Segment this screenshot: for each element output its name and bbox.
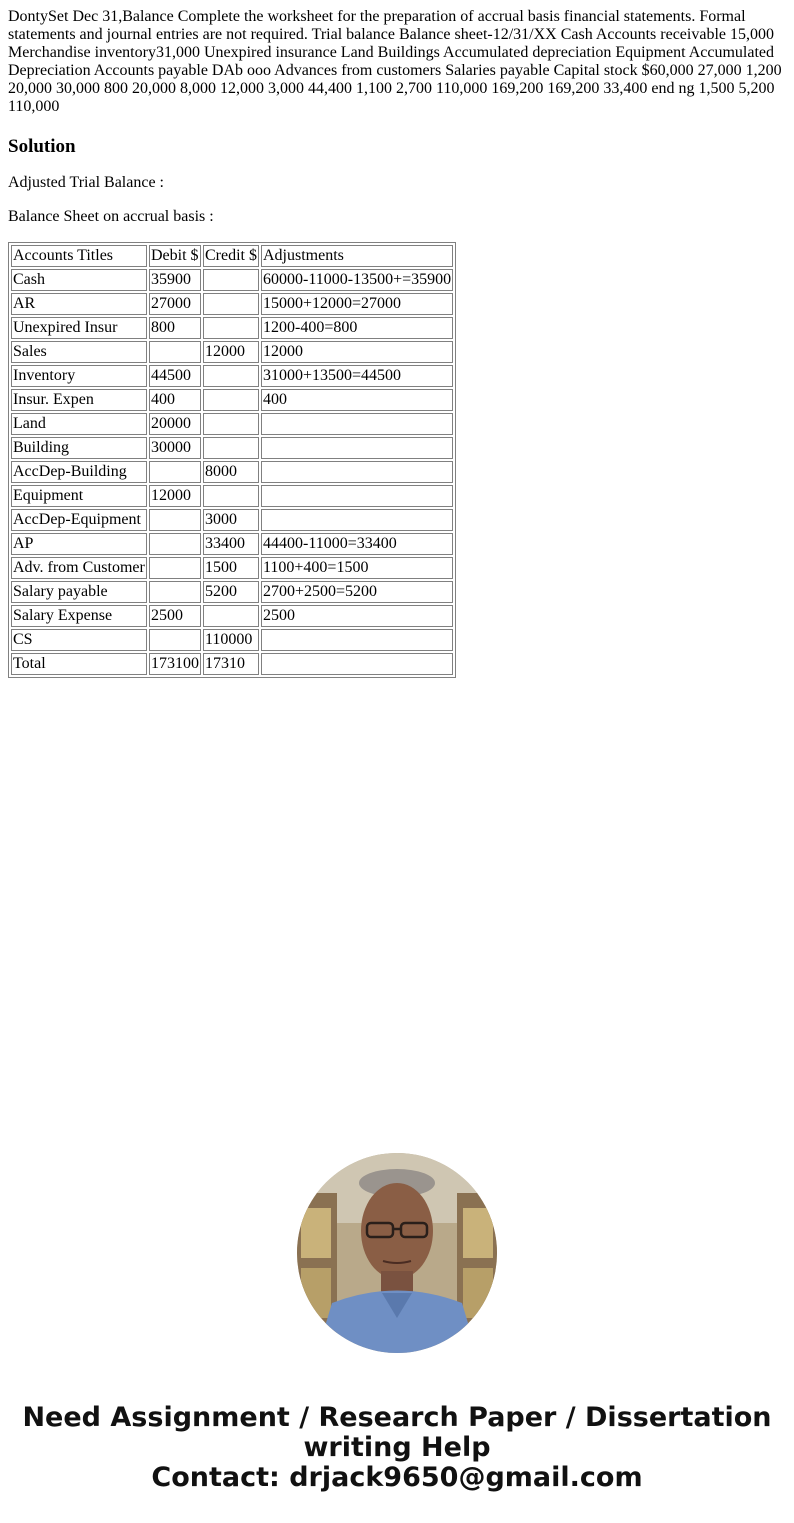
debit-cell: 35900 [149, 269, 201, 291]
account-title-cell: Inventory [11, 365, 147, 387]
account-title-cell: Insur. Expen [11, 389, 147, 411]
account-title-cell: Salary payable [11, 581, 147, 603]
adjustments-cell: 2700+2500=5200 [261, 581, 453, 603]
credit-cell: 8000 [203, 461, 259, 483]
promo-contact: Contact: drjack9650@gmail.com [151, 1462, 643, 1493]
adjustments-cell [261, 437, 453, 459]
adjustments-cell [261, 485, 453, 507]
account-title-cell: AccDep-Equipment [11, 509, 147, 531]
account-title-cell: AR [11, 293, 147, 315]
debit-cell: 44500 [149, 365, 201, 387]
debit-cell: 27000 [149, 293, 201, 315]
header-accounts-titles: Accounts Titles [11, 245, 147, 267]
debit-cell [149, 341, 201, 363]
table-row [11, 509, 453, 531]
credit-cell [203, 605, 259, 627]
account-title-cell: Salary Expense [11, 605, 147, 627]
adjustments-cell [261, 461, 453, 483]
account-title-cell: AP [11, 533, 147, 555]
table-row [11, 413, 453, 435]
table-row [11, 485, 453, 507]
table-row [11, 461, 453, 483]
adjustments-cell: 12000 [261, 341, 453, 363]
table-row [11, 629, 453, 651]
debit-cell: 800 [149, 317, 201, 339]
credit-cell: 1500 [203, 557, 259, 579]
balance-sheet-label: Balance Sheet on accrual basis : [8, 208, 214, 225]
adjustments-cell [261, 413, 453, 435]
credit-cell: 5200 [203, 581, 259, 603]
table-row [11, 557, 453, 579]
question-text: DontySet Dec 31,Balance Complete the worksheet for the preparation of accrual basis financial statements. Formal statements and journal entries are not required. Trial balance Balance sheet-12/31/XX Cash Accounts receivable 15,000 Merchandise inventory31,000 Unexpired insurance Land Buildings Accumulated depreciation Equipment Accumulated Depreciation Accounts payable DAb ooo Advances from customers Salaries payable Capital stock $60,000 27,000 1,200 20,000 30,000 800 20,000 8,000 12,000 3,000 44,400 1,100 2,700 110,000 169,200 169,200 33,400 end ng 1,500 5,200 110,000 [8, 8, 782, 115]
credit-cell [203, 389, 259, 411]
header-credit: Credit $ [203, 245, 259, 267]
debit-cell [149, 557, 201, 579]
adjustments-cell: 1100+400=1500 [261, 557, 453, 579]
promo-banner [0, 1403, 794, 1493]
credit-cell: 110000 [203, 629, 259, 651]
promo-line-2: writing Help [303, 1432, 491, 1463]
adjustments-cell: 31000+13500=44500 [261, 365, 453, 387]
credit-cell: 33400 [203, 533, 259, 555]
account-title-cell: Cash [11, 269, 147, 291]
account-title-cell: AccDep-Building [11, 461, 147, 483]
debit-cell [149, 629, 201, 651]
account-title-cell: Total [11, 653, 147, 675]
credit-cell: 17310 [203, 653, 259, 675]
adjustments-cell: 15000+12000=27000 [261, 293, 453, 315]
credit-cell [203, 317, 259, 339]
account-title-cell: Adv. from Customer [11, 557, 147, 579]
adjustments-cell [261, 509, 453, 531]
adjustments-cell: 60000-11000-13500+=35900 [261, 269, 453, 291]
table-row [11, 341, 453, 363]
debit-cell [149, 533, 201, 555]
credit-cell [203, 269, 259, 291]
credit-cell [203, 365, 259, 387]
author-photo-illustration [297, 1153, 497, 1353]
account-title-cell: Building [11, 437, 147, 459]
debit-cell [149, 461, 201, 483]
account-title-cell: CS [11, 629, 147, 651]
table-row [11, 293, 453, 315]
account-title-cell: Unexpired Insur [11, 317, 147, 339]
adjustments-cell: 400 [261, 389, 453, 411]
document-content [0, 0, 794, 678]
adjustments-cell [261, 653, 453, 675]
credit-cell [203, 293, 259, 315]
table-row [11, 533, 453, 555]
credit-cell [203, 413, 259, 435]
adjustments-cell [261, 629, 453, 651]
debit-cell: 30000 [149, 437, 201, 459]
debit-cell [149, 509, 201, 531]
debit-cell: 20000 [149, 413, 201, 435]
credit-cell [203, 485, 259, 507]
solution-heading: Solution [8, 136, 76, 157]
credit-cell [203, 437, 259, 459]
account-title-cell: Sales [11, 341, 147, 363]
debit-cell: 173100 [149, 653, 201, 675]
adjustments-cell: 2500 [261, 605, 453, 627]
promo-line-1: Need Assignment / Research Paper / Dissertation [22, 1402, 772, 1433]
table-row [11, 653, 453, 675]
table-row [11, 389, 453, 411]
credit-cell: 12000 [203, 341, 259, 363]
adjustments-cell: 44400-11000=33400 [261, 533, 453, 555]
author-photo [297, 1153, 497, 1353]
table-row [11, 269, 453, 291]
table-row [11, 317, 453, 339]
table-row [11, 605, 453, 627]
table-row [11, 581, 453, 603]
debit-cell [149, 581, 201, 603]
debit-cell: 400 [149, 389, 201, 411]
table-row [11, 365, 453, 387]
adjusted-trial-balance-table [8, 242, 456, 678]
debit-cell: 12000 [149, 485, 201, 507]
account-title-cell: Equipment [11, 485, 147, 507]
adjustments-cell: 1200-400=800 [261, 317, 453, 339]
adjusted-trial-balance-label: Adjusted Trial Balance : [8, 174, 164, 191]
header-adjustments: Adjustments [261, 245, 453, 267]
table-row [11, 437, 453, 459]
debit-cell: 2500 [149, 605, 201, 627]
header-debit: Debit $ [149, 245, 201, 267]
table-header-row [11, 245, 453, 267]
credit-cell: 3000 [203, 509, 259, 531]
account-title-cell: Land [11, 413, 147, 435]
